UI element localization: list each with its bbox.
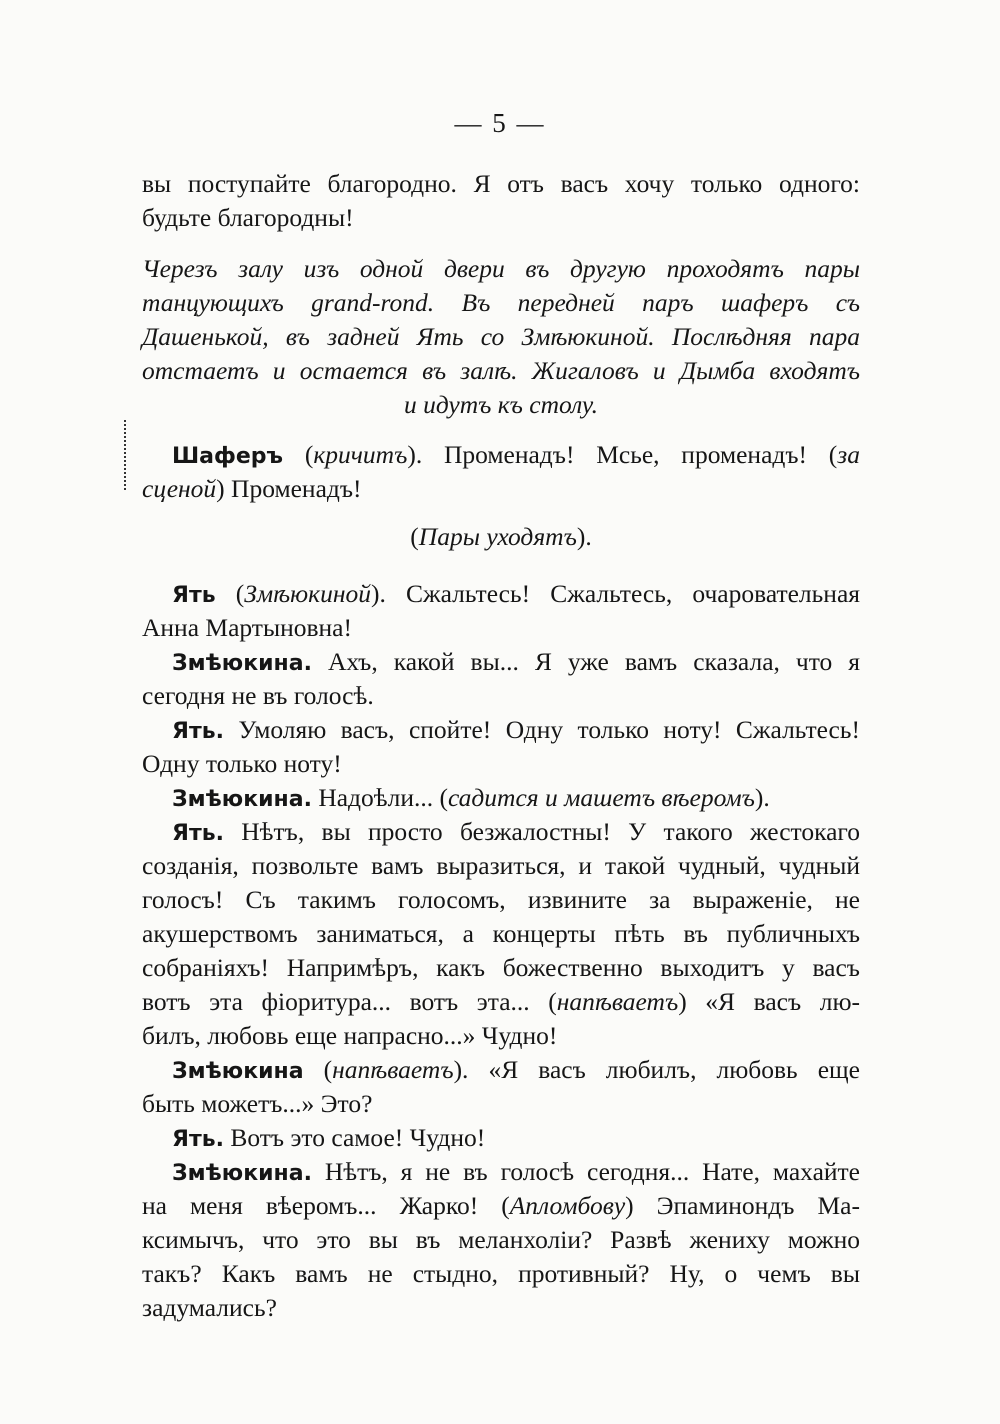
paren: ( <box>303 1055 333 1084</box>
stage-direction: садится и машетъ вѣеромъ <box>448 783 755 812</box>
speech-zmeyukina-1-line-2: сегодня не въ голосѣ. <box>142 681 374 710</box>
intro-line-2: будьте благородны! <box>142 203 354 232</box>
stage-direction-line-1: Черезъ залу изъ одной двери въ другую проходятъ пары <box>142 254 860 283</box>
stage-direction-line-4: отстаетъ и остается въ залѣ. Жигаловъ и Дымба входятъ <box>142 356 860 385</box>
speech-yat-3-line-6 <box>142 985 860 1019</box>
speaker-name: Змѣюкина. <box>172 1161 312 1186</box>
speech-yat-2 <box>142 713 860 749</box>
speech-text: ) Эпаминондъ Ма- <box>625 1191 860 1220</box>
speaker-name: Ять. <box>172 719 224 744</box>
speech-zmeyukina-4-line-2 <box>142 1189 860 1223</box>
stage-direction: Пары уходятъ <box>418 522 577 551</box>
stage-direction-line-5: и идутъ къ столу. <box>403 390 599 419</box>
speaker-name: Змѣюкина <box>172 1059 304 1084</box>
speech-yat-3-line-2: созданія, позвольте вамъ выразиться, и такой чудный, чудный <box>142 851 860 880</box>
speech-text: Ахъ, какой вы... Я уже вамъ сказала, что я <box>311 647 860 676</box>
speech-yat-3-line-5: собраніяхъ! Напримѣръ, какъ божественно выходитъ у васъ <box>142 953 860 982</box>
speech-zmeyukina-3-line-2: быть можетъ...» Это? <box>142 1089 373 1118</box>
speech-text: ) «Я васъ лю- <box>678 987 861 1016</box>
stage-direction: сценой <box>142 474 217 503</box>
speech-text: Нѣтъ, вы просто безжалостны! У такого жестокаго <box>223 817 860 846</box>
paren: ). <box>754 783 770 812</box>
stage-direction-pairs-leave <box>142 520 860 554</box>
speech-yat-1-line-2: Анна Мартыновна! <box>142 613 352 642</box>
paren: ( <box>215 579 245 608</box>
speech-text: ). Променадъ! Мсье, променадъ! ( <box>407 440 838 469</box>
stage-direction: Змѣюкиной <box>244 579 371 608</box>
speech-yat-1 <box>142 577 860 613</box>
speech-text: ). «Я васъ любилъ, любовь еще <box>453 1055 860 1084</box>
speech-yat-4 <box>142 1121 860 1157</box>
speech-yat-3-line-3: голосъ! Съ такимъ голосомъ, извините за выраженіе, не <box>142 885 860 914</box>
speech-zmeyukina-4 <box>142 1155 860 1191</box>
speech-zmeyukina-4-line-4: такъ? Какъ вамъ не стыдно, противный? Ну, о чемъ вы <box>142 1259 860 1288</box>
stage-direction: за <box>837 440 860 469</box>
speaker-name: Змѣюкина. <box>172 651 312 676</box>
speech-shafer <box>142 438 860 474</box>
speech-text: ). Сжальтесь! Сжальтесь, очаровательная <box>370 579 860 608</box>
intro-line-1: вы поступайте благородно. Я отъ васъ хочу только одного: <box>142 169 860 198</box>
speech-text: Умоляю васъ, спойте! Одну только ноту! Сжальтесь! <box>223 715 860 744</box>
speech-text: Нѣтъ, я не въ голосѣ сегодня... Нате, махайте <box>311 1157 860 1186</box>
paren: ( <box>410 522 419 551</box>
speech-yat-3 <box>142 815 860 851</box>
speech-yat-3-line-7: билъ, любовь еще напрасно...» Чудно! <box>142 1021 558 1050</box>
speaker-name: Ять <box>172 583 216 608</box>
speaker-name: Змѣюкина. <box>172 787 312 812</box>
speech-text: на меня вѣеромъ... Жарко! ( <box>142 1191 510 1220</box>
margin-mark <box>124 420 128 490</box>
speaker-name: Ять. <box>172 821 224 846</box>
speech-yat-3-line-4: акушерствомъ заниматься, а концерты пѣть въ публичныхъ <box>142 919 860 948</box>
speech-zmeyukina-2 <box>142 781 860 817</box>
speech-zmeyukina-4-line-3: ксимычъ, что это вы въ меланхоліи? Развѣ жениху можно <box>142 1225 860 1254</box>
speaker-name: Шаферъ <box>172 444 284 469</box>
speech-zmeyukina-3 <box>142 1053 860 1089</box>
paren: ( <box>283 440 314 469</box>
stage-direction: Апломбову <box>509 1191 626 1220</box>
speech-text: Вотъ это самое! Чудно! <box>223 1123 486 1152</box>
page-number: — 5 — <box>454 108 546 138</box>
speech-shafer-line-2 <box>142 472 860 506</box>
speech-text: Надоѣли... ( <box>311 783 448 812</box>
speaker-name: Ять. <box>172 1127 224 1152</box>
speech-text: ) Променадъ! <box>216 474 362 503</box>
speech-zmeyukina-4-line-5: задумались? <box>142 1293 277 1322</box>
stage-direction-line-2: танцующихъ grand-rond. Въ передней паръ шаферъ съ <box>142 288 860 317</box>
stage-direction-line-3: Дашенькой, въ задней Ять со Змѣюкиной. Послѣдняя пара <box>142 322 860 351</box>
stage-direction: напѣваетъ <box>556 987 679 1016</box>
speech-text: вотъ эта фіоритура... вотъ эта... ( <box>142 987 557 1016</box>
paren: ). <box>576 522 592 551</box>
speech-zmeyukina-1 <box>142 645 860 681</box>
stage-direction: напѣваетъ <box>332 1055 454 1084</box>
stage-direction: кричитъ <box>313 440 408 469</box>
speech-yat-2-line-2: Одну только ноту! <box>142 749 342 778</box>
